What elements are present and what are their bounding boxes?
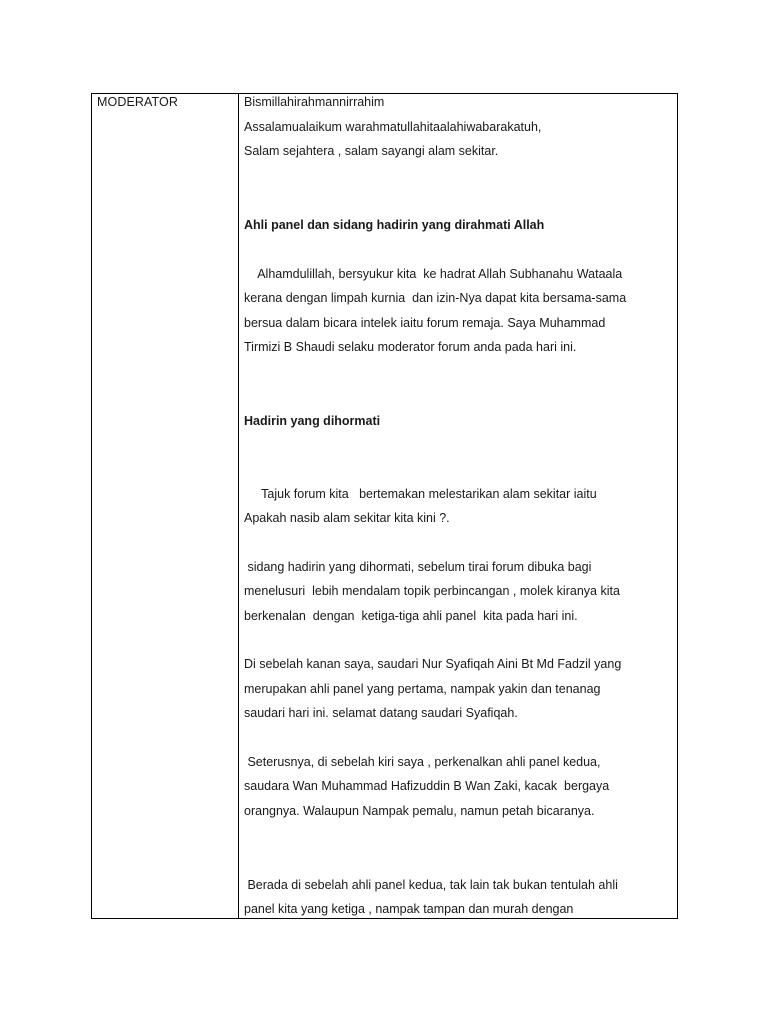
- opening-line: Bismillahirahmannirrahim: [244, 95, 385, 109]
- paragraph-line: Berada di sebelah ahli panel kedua, tak lain tak bukan tentulah ahli: [244, 878, 618, 892]
- paragraph-line: saudari hari ini. selamat datang saudari Syafiqah.: [244, 706, 518, 720]
- paragraph-line: Seterusnya, di sebelah kiri saya , perkenalkan ahli panel kedua,: [244, 755, 601, 769]
- paragraph-line: sidang hadirin yang dihormati, sebelum tirai forum dibuka bagi: [244, 560, 592, 574]
- paragraph-line: kerana dengan limpah kurnia dan izin-Nya dapat kita bersama-sama: [244, 291, 627, 305]
- speaker-role-cell: MODERATOR: [97, 95, 178, 109]
- paragraph-line: Apakah nasib alam sekitar kita kini ?.: [244, 511, 450, 525]
- paragraph-line: berkenalan dengan ketiga-tiga ahli panel kita pada hari ini.: [244, 609, 578, 623]
- script-table: [91, 93, 678, 919]
- paragraph-line: menelusuri lebih mendalam topik perbincangan , molek kiranya kita: [244, 584, 620, 598]
- heading-hadirin: Hadirin yang dihormati: [244, 414, 381, 428]
- paragraph-line: Tirmizi B Shaudi selaku moderator forum anda pada hari ini.: [244, 340, 577, 354]
- paragraph-line: orangnya. Walaupun Nampak pemalu, namun petah bicaranya.: [244, 804, 595, 818]
- paragraph-line: merupakan ahli panel yang pertama, nampak yakin dan tenanag: [244, 682, 601, 696]
- paragraph-line: Alhamdulillah, bersyukur kita ke hadrat Allah Subhanahu Wataala: [244, 267, 623, 281]
- paragraph-line: bersua dalam bicara intelek iaitu forum remaja. Saya Muhammad: [244, 316, 606, 330]
- column-divider: [238, 94, 239, 918]
- paragraph-line: saudara Wan Muhammad Hafizuddin B Wan Zaki, kacak bergaya: [244, 779, 610, 793]
- paragraph-line: Di sebelah kanan saya, saudari Nur Syafiqah Aini Bt Md Fadzil yang: [244, 657, 622, 671]
- paragraph-line: panel kita yang ketiga , nampak tampan dan murah dengan: [244, 902, 574, 916]
- opening-line: Salam sejahtera , salam sayangi alam sekitar.: [244, 144, 499, 158]
- opening-line: Assalamualaikum warahmatullahitaalahiwabarakatuh,: [244, 120, 542, 134]
- heading-ahli-panel: Ahli panel dan sidang hadirin yang dirahmati Allah: [244, 218, 545, 232]
- paragraph-line: Tajuk forum kita bertemakan melestarikan alam sekitar iaitu: [244, 487, 597, 501]
